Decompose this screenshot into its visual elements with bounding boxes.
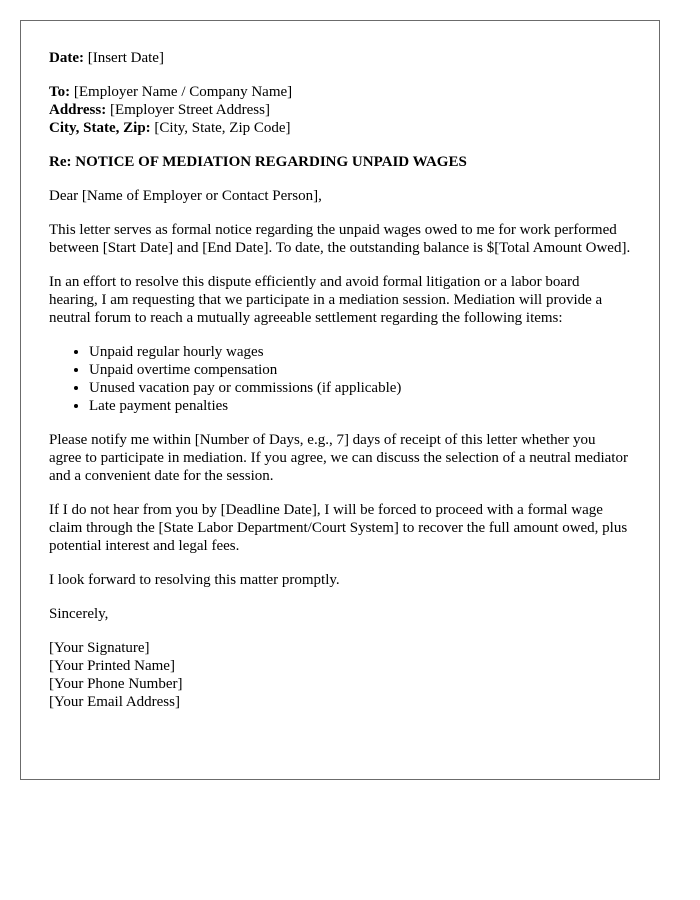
list-item: • Unpaid overtime compensation [89, 361, 631, 379]
printed-name-line: [Your Printed Name] [49, 658, 175, 674]
recipient-city-line [49, 119, 631, 137]
list-item: • Late payment penalties [89, 397, 631, 415]
subject-line: Re: NOTICE OF MEDIATION REGARDING UNPAID WAGES [49, 154, 467, 170]
list-item: • Unused vacation pay or commissions (if applicable) [89, 379, 631, 397]
list-item: • Unpaid regular hourly wages [89, 343, 631, 361]
date-value: [Insert Date] [87, 50, 164, 66]
address-label: Address: [49, 102, 107, 118]
recipient-address-line [49, 101, 631, 119]
to-value: [Employer Name / Company Name] [73, 84, 293, 100]
date-label: Date: [49, 50, 84, 66]
signature-block [49, 639, 631, 711]
date-line [49, 49, 631, 67]
phone-line: [Your Phone Number] [49, 676, 183, 692]
salutation: Dear [Name of Employer or Contact Person], [49, 188, 322, 204]
address-value: [Employer Street Address] [109, 102, 270, 118]
letter-document [20, 20, 660, 780]
closing-salutation: Sincerely, [49, 606, 109, 622]
city-label: City, State, Zip: [49, 120, 151, 136]
recipient-to-line [49, 83, 631, 101]
claim-items-list [49, 343, 631, 415]
city-value: [City, State, Zip Code] [154, 120, 291, 136]
notify-paragraph: Please notify me within [Number of Days, e.g., 7] days of receipt of this letter whether you agree to participate in mediation. If you agree, we can discuss the selection of a neutral mediator and a convenient date for the session. [49, 432, 628, 484]
request-paragraph: In an effort to resolve this dispute efficiently and avoid formal litigation or a labor board hearing, I am requesting that we participate in a mediation session. Mediation will provide a neutral forum to reach a mutually agreeable settlement regarding the following items: [49, 274, 603, 326]
deadline-paragraph: If I do not hear from you by [Deadline Date], I will be forced to proceed with a formal wage claim through the [State Labor Department/Court System] to recover the full amount owed, plus potential interest and legal fees. [49, 502, 628, 554]
recipient-block [49, 83, 631, 137]
intro-paragraph: This letter serves as formal notice regarding the unpaid wages owed to me for work performed between [Start Date] and [End Date]. To date, the outstanding balance is $[Total Amount Owed]. [49, 222, 631, 256]
closing-line: I look forward to resolving this matter promptly. [49, 572, 340, 588]
to-label: To: [49, 84, 71, 100]
email-line: [Your Email Address] [49, 694, 180, 710]
signature-line: [Your Signature] [49, 640, 150, 656]
